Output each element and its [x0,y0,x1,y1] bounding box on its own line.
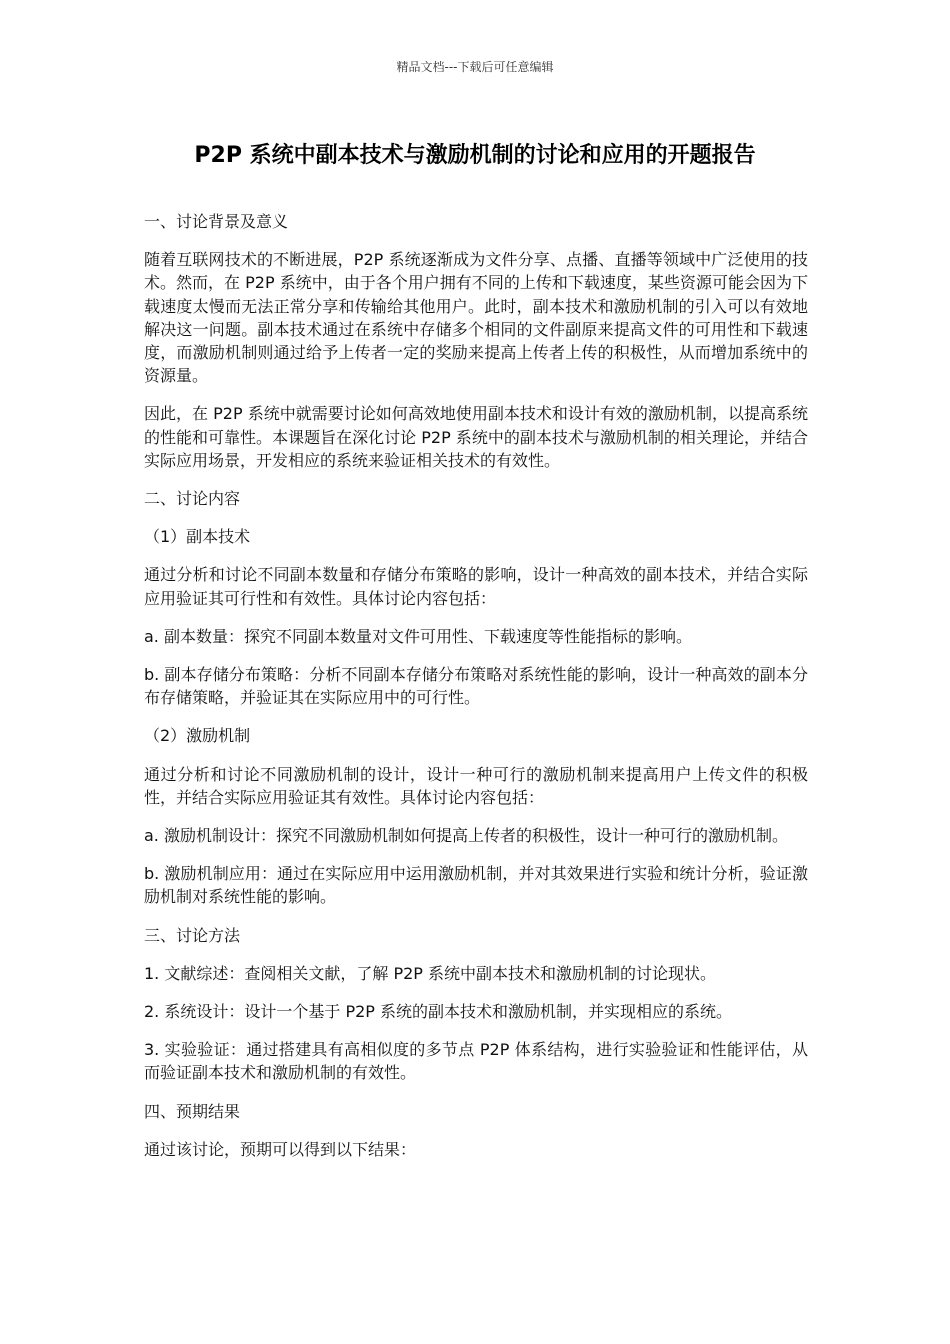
section-heading-expected-results: 四、预期结果 [144,1101,241,1121]
document-body [144,210,808,1176]
paragraph-replica-intro: 通过分析和讨论不同副本数量和存储分布策略的影响，设计一种高效的副本技术，并结合实际应用验证其可行性和有效性。具体讨论内容包括： [144,565,808,608]
subheading-incentive-mechanism: （2）激励机制 [144,726,251,746]
section-heading-content: 二、讨论内容 [144,489,241,509]
paragraph-method-system-design: 2. 系统设计：设计一个基于 P2P 系统的副本技术和激励机制，并实现相应的系统。 [144,1002,733,1022]
paragraph-incentive-intro: 通过分析和讨论不同激励机制的设计，设计一种可行的激励机制来提高用户上传文件的积极性，并结合实际应用验证其有效性。具体讨论内容包括： [144,764,808,807]
paragraph-method-literature: 1. 文献综述：查阅相关文献，了解 P2P 系统中副本技术和激励机制的讨论现状。 [144,963,717,983]
paragraph-replica-distribution: b. 副本存储分布策略：分析不同副本存储分布策略对系统性能的影响，设计一种高效的副本分布存储策略，并验证其在实际应用中的可行性。 [144,665,808,708]
paragraph-background-2: 因此，在 P2P 系统中就需要讨论如何高效地使用副本技术和设计有效的激励机制，以提高系统的性能和可靠性。本课题旨在深化讨论 P2P 系统中的副本技术与激励机制的相关理论，并结合实际应用场景，开发相应的系统来验证相关技术的有效性。 [144,404,808,470]
document-title: P2P 系统中副本技术与激励机制的讨论和应用的开题报告 [194,143,756,168]
paragraph-expected-results: 通过该讨论，预期可以得到以下结果： [144,1139,417,1159]
paragraph-incentive-design: a. 激励机制设计：探究不同激励机制如何提高上传者的积极性，设计一种可行的激励机制。 [144,826,788,846]
header-note: 精品文档---下载后可任意编辑 [396,60,554,74]
paragraph-background-1: 随着互联网技术的不断进展，P2P 系统逐渐成为文件分享、点播、直播等领域中广泛使用的技术。然而，在 P2P 系统中，由于各个用户拥有不同的上传和下载速度，某些资源可能会因为下载速度太慢而无法正常分享和传输给其他用户。此时，副本技术和激励机制的引入可以有效地解决这一问题。副本技术通过在系统中存储多个相同的文件副原来提高文件的可用性和下载速度，而激励机制则通过给予上传者一定的奖励来提高上传者上传的积极性，从而增加系统中的资源量。 [144,250,808,386]
paragraph-incentive-application: b. 激励机制应用：通过在实际应用中运用激励机制，并对其效果进行实验和统计分析，验证激励机制对系统性能的影响。 [144,864,808,907]
paragraph-method-experiment: 3. 实验验证：通过搭建具有高相似度的多节点 P2P 体系结构，进行实验验证和性能评估，从而验证副本技术和激励机制的有效性。 [144,1040,808,1083]
subheading-replica-technology: （1）副本技术 [144,527,251,547]
section-heading-background: 一、讨论背景及意义 [144,212,289,231]
paragraph-replica-count: a. 副本数量：探究不同副本数量对文件可用性、下载速度等性能指标的影响。 [144,626,692,646]
section-heading-methods: 三、讨论方法 [144,925,241,945]
